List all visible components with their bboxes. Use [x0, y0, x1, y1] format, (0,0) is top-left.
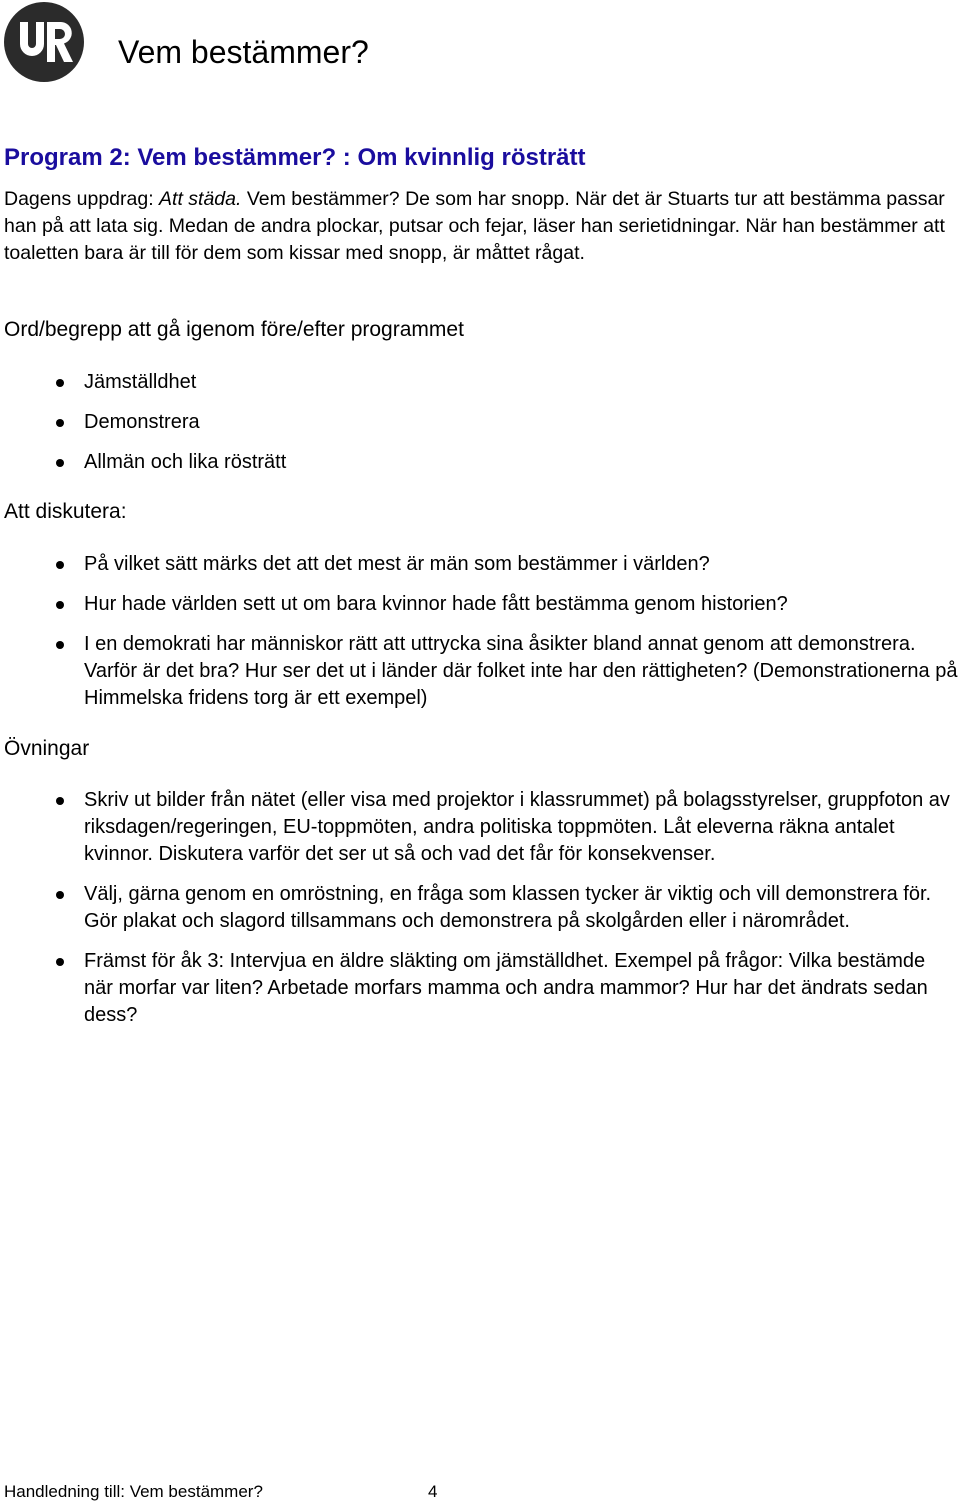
words-list	[0, 369, 960, 489]
words-heading: Ord/begrepp att gå igenom före/efter programmet	[4, 318, 464, 341]
exercises-list	[0, 787, 960, 1042]
footer-text: Handledning till: Vem bestämmer?	[4, 1482, 263, 1501]
list-item: Skriv ut bilder från nätet (eller visa med projektor i klassrummet) på bolagsstyrelser, gruppfoton av riksdagen/regeringen, EU-toppmöten, andra politiska toppmöten. Låt eleverna räkna antalet kvinnor. Diskutera varför det ser ut så och vad det får för konsekvenser.	[0, 787, 960, 868]
list-item: Främst för åk 3: Intervjua en äldre släkting om jämställdhet. Exempel på frågor: Vilka bestämde när morfar var liten? Arbetade morfars mamma och andra mammor? Hur har det ändrats sedan dess?	[0, 948, 960, 1029]
bullet-icon	[56, 958, 64, 966]
ur-logo	[4, 2, 84, 82]
bullet-icon	[56, 561, 64, 569]
bullet-icon	[56, 601, 64, 609]
list-item: Hur hade världen sett ut om bara kvinnor hade fått bestämma genom historien?	[0, 591, 960, 618]
list-item: Allmän och lika rösträtt	[0, 449, 960, 476]
bullet-icon	[56, 419, 64, 427]
bullet-icon	[56, 797, 64, 805]
intro-prefix: Dagens uppdrag:	[4, 188, 160, 210]
bullet-icon	[56, 641, 64, 649]
program-intro	[4, 186, 959, 267]
list-item: I en demokrati har människor rätt att uttrycka sina åsikter bland annat genom att demonstrera. Varför är det bra? Hur ser det ut i länder där folket inte har den rättigheten? (Demonstrationerna på Himmelska fridens torg är ett exempel)	[0, 631, 960, 712]
bullet-icon	[56, 891, 64, 899]
program-heading: Program 2: Vem bestämmer? : Om kvinnlig rösträtt	[4, 144, 586, 171]
intro-rest: Vem bestämmer? De som har snopp. När det är Stuarts tur att bestämma passar han på att lata sig. Medan de andra plockar, putsar och fejar, läser han serietidningar. När han bestämmer att toaletten bara är till för dem som kissar med snopp, är måttet rågat.	[4, 188, 945, 264]
exercises-heading: Övningar	[4, 737, 90, 760]
list-item: På vilket sätt märks det att det mest är män som bestämmer i världen?	[0, 551, 960, 578]
list-item: Demonstrera	[0, 409, 960, 436]
intro-task: Att städa.	[159, 188, 242, 210]
discuss-list	[0, 551, 960, 725]
list-item: Välj, gärna genom en omröstning, en fråga som klassen tycker är viktig och vill demonstrera för. Gör plakat och slagord tillsammans och demonstrera på skolgården eller i närområdet.	[0, 881, 960, 935]
bullet-icon	[56, 379, 64, 387]
page-number: 4	[428, 1482, 438, 1501]
list-item: Jämställdhet	[0, 369, 960, 396]
document-title: Vem bestämmer?	[118, 34, 369, 70]
bullet-icon	[56, 459, 64, 467]
discuss-heading: Att diskutera:	[4, 500, 127, 523]
